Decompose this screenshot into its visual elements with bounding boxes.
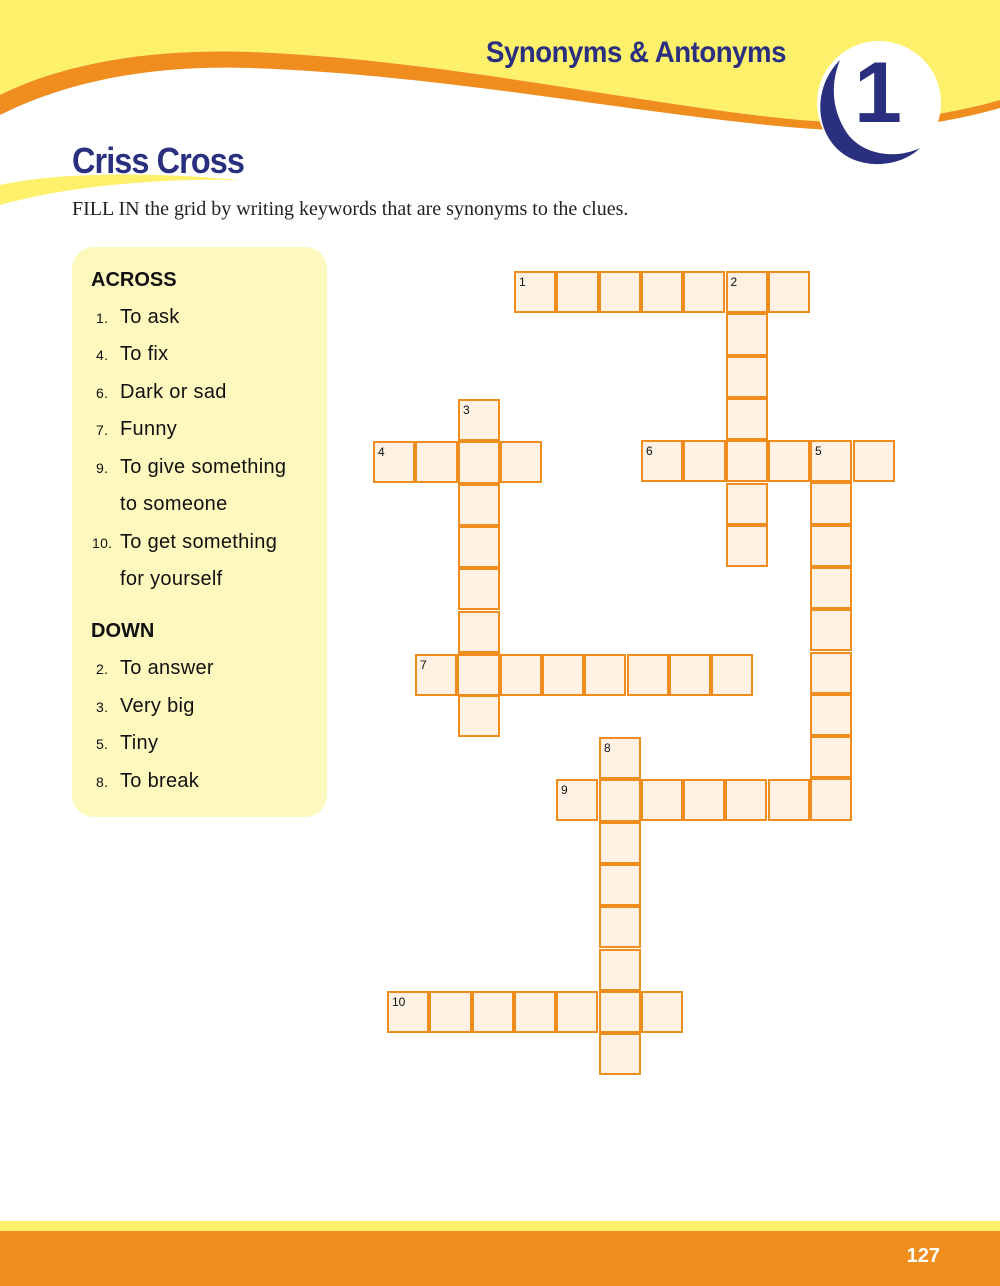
clue-text: To fix	[120, 343, 169, 365]
clue-down-5	[96, 732, 158, 755]
grid-cell[interactable]	[599, 271, 641, 313]
cell-number: 5	[815, 444, 822, 458]
clues-panel	[72, 247, 327, 817]
cell-number: 8	[604, 741, 611, 755]
down-heading: DOWN	[91, 620, 155, 642]
grid-cell[interactable]	[556, 271, 598, 313]
grid-cell[interactable]	[556, 991, 598, 1033]
grid-cell[interactable]	[725, 779, 767, 821]
grid-cell[interactable]	[810, 525, 852, 567]
grid-cell[interactable]	[641, 991, 683, 1033]
clue-text: To break	[120, 770, 200, 792]
clue-number: 3.	[96, 699, 109, 715]
grid-cell[interactable]	[810, 694, 852, 736]
clue-number: 1.	[96, 310, 109, 326]
grid-cell[interactable]	[599, 906, 641, 948]
grid-cell[interactable]	[726, 313, 768, 355]
grid-cell[interactable]	[415, 441, 457, 483]
grid-cell[interactable]	[726, 356, 768, 398]
grid-cell[interactable]	[458, 611, 500, 653]
grid-cell[interactable]	[458, 441, 500, 483]
across-heading: ACROSS	[91, 269, 177, 291]
grid-cell[interactable]	[768, 440, 810, 482]
clue-text: Funny	[120, 418, 178, 440]
grid-cell[interactable]	[810, 609, 852, 651]
grid-cell[interactable]	[599, 949, 641, 991]
clue-text: To give something	[120, 456, 287, 478]
grid-cell[interactable]	[373, 441, 415, 483]
clue-down-3	[96, 695, 195, 718]
clue-number: 10.	[92, 535, 113, 551]
grid-cell[interactable]	[810, 652, 852, 694]
grid-cell[interactable]	[599, 779, 641, 821]
page-number: 127	[906, 1245, 940, 1267]
clue-across-10	[92, 531, 277, 554]
clue-across-7	[96, 418, 177, 441]
cell-number: 10	[392, 995, 406, 1009]
clue-across-1	[96, 306, 180, 329]
grid-cell[interactable]	[768, 779, 810, 821]
clue-text: Very big	[120, 695, 195, 717]
grid-cell[interactable]	[458, 526, 500, 568]
grid-cell[interactable]	[810, 736, 852, 778]
grid-cell[interactable]	[472, 991, 514, 1033]
clue-across-10-continued: for yourself	[120, 568, 223, 590]
grid-cell[interactable]	[810, 567, 852, 609]
grid-cell[interactable]	[500, 654, 542, 696]
grid-cell[interactable]	[768, 271, 810, 313]
clue-number: 7.	[96, 422, 109, 438]
grid-cell[interactable]	[683, 440, 725, 482]
grid-cell[interactable]	[458, 399, 500, 441]
grid-cell[interactable]	[627, 654, 669, 696]
clue-number: 2.	[96, 661, 109, 677]
clue-text: Dark or sad	[120, 381, 227, 403]
grid-cell[interactable]	[726, 398, 768, 440]
clue-text: Tiny	[120, 732, 159, 754]
grid-cell[interactable]	[458, 568, 500, 610]
grid-cell[interactable]	[599, 822, 641, 864]
grid-cell[interactable]	[584, 654, 626, 696]
grid-cell[interactable]	[810, 440, 852, 482]
grid-cell[interactable]	[683, 271, 725, 313]
grid-cell[interactable]	[810, 778, 852, 820]
grid-cell[interactable]	[810, 482, 852, 524]
clue-down-8	[96, 770, 199, 793]
grid-cell[interactable]	[853, 440, 895, 482]
clue-number: 5.	[96, 736, 109, 752]
clue-text: To ask	[120, 306, 180, 328]
clue-across-6	[96, 381, 227, 404]
grid-cell[interactable]	[641, 779, 683, 821]
grid-cell[interactable]	[641, 440, 683, 482]
clue-number: 9.	[96, 460, 109, 476]
footer-stripe	[0, 1221, 1000, 1231]
grid-cell[interactable]	[641, 271, 683, 313]
grid-cell[interactable]	[457, 654, 499, 696]
grid-cell[interactable]	[415, 654, 457, 696]
grid-cell[interactable]	[726, 271, 768, 313]
cell-number: 3	[463, 403, 470, 417]
cell-number: 1	[519, 275, 526, 289]
grid-cell[interactable]	[458, 484, 500, 526]
grid-cell[interactable]	[726, 525, 768, 567]
grid-cell[interactable]	[514, 991, 556, 1033]
clue-number: 4.	[96, 347, 109, 363]
grid-cell[interactable]	[500, 441, 542, 483]
cell-number: 7	[420, 658, 427, 672]
clue-text: To answer	[120, 657, 214, 679]
clue-text: To get something	[120, 531, 278, 553]
grid-cell[interactable]	[726, 440, 768, 482]
cell-number: 9	[561, 783, 568, 797]
grid-cell[interactable]	[599, 991, 641, 1033]
grid-cell[interactable]	[669, 654, 711, 696]
grid-cell[interactable]	[599, 864, 641, 906]
grid-cell[interactable]	[726, 483, 768, 525]
clue-number: 6.	[96, 385, 109, 401]
clue-across-9	[96, 456, 286, 479]
clue-across-4	[96, 343, 168, 366]
grid-cell[interactable]	[542, 654, 584, 696]
page-title: Criss Cross	[72, 140, 244, 181]
clue-number: 8.	[96, 774, 109, 790]
grid-cell[interactable]	[711, 654, 753, 696]
cell-number: 6	[646, 444, 653, 458]
grid-cell[interactable]	[387, 991, 429, 1033]
chapter-number-badge: 1	[854, 45, 902, 141]
section-title: Synonyms & Antonyms	[486, 36, 787, 69]
grid-cell[interactable]	[556, 779, 598, 821]
grid-cell[interactable]	[514, 271, 556, 313]
grid-cell[interactable]	[458, 695, 500, 737]
grid-cell[interactable]	[599, 737, 641, 779]
cell-number: 4	[378, 445, 385, 459]
cell-number: 2	[730, 275, 738, 289]
grid-cell[interactable]	[599, 1033, 641, 1075]
instructions: FILL IN the grid by writing keywords that are synonyms to the clues.	[72, 198, 629, 220]
grid-cell[interactable]	[683, 779, 725, 821]
clue-across-9-continued: to someone	[120, 493, 228, 515]
grid-cell[interactable]	[429, 991, 471, 1033]
footer-bar	[0, 1231, 1000, 1286]
clue-down-2	[96, 657, 214, 680]
